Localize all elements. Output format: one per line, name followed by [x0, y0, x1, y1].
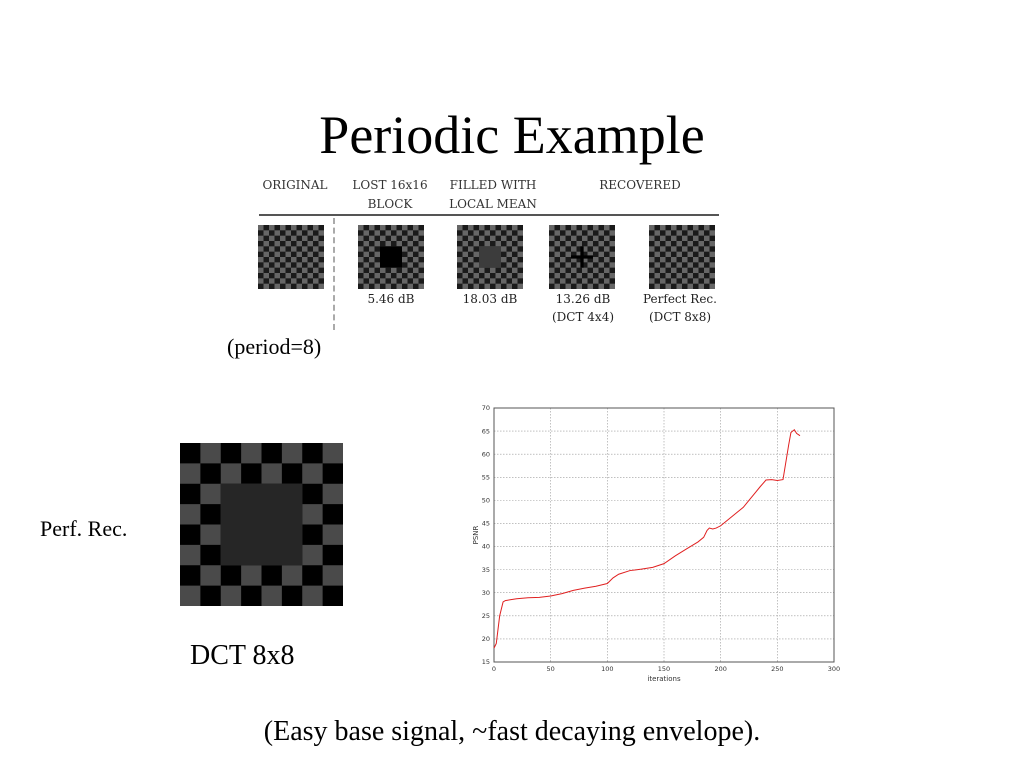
y-tick-label: 40: [481, 542, 490, 551]
y-tick-label: 15: [481, 658, 490, 667]
chart-grid: [494, 408, 834, 662]
checker-original-image: [258, 225, 324, 289]
y-tick-label: 55: [481, 473, 490, 482]
psnr-series-line: [494, 430, 800, 648]
x-tick-label: 50: [546, 665, 555, 673]
dct8x8-basis-image: [180, 443, 343, 606]
header-lost-block: LOST 16x16 BLOCK: [352, 178, 428, 211]
original-separator: [333, 218, 335, 330]
x-tick-label: 100: [601, 665, 614, 673]
checker-recovered-dct8-image: [649, 225, 715, 289]
psnr-iterations-chart: [470, 402, 842, 688]
x-tick-label: 150: [657, 665, 671, 673]
y-tick-label: 30: [481, 588, 490, 597]
caption-lost-psnr: 5.46 dB: [367, 292, 415, 306]
slide-title: Periodic Example: [319, 105, 705, 165]
x-tick-label: 250: [771, 665, 784, 673]
chart-ticks: [482, 404, 840, 673]
header-divider: [259, 214, 719, 216]
checker-recovered-dct4-image: [549, 225, 615, 289]
y-tick-label: 25: [481, 612, 490, 621]
x-axis-label: iterations: [647, 675, 681, 683]
caption-filled-psnr: 18.03 dB: [462, 292, 518, 306]
checker-lost-block-image: [358, 225, 424, 289]
y-tick-label: 65: [481, 427, 490, 436]
perf-rec-label: Perf. Rec.: [40, 516, 128, 541]
caption-dct4-psnr: 13.26 dB (DCT 4x4): [551, 292, 615, 324]
y-tick-label: 60: [481, 450, 490, 459]
caption-perfect-rec: Perfect Rec. (DCT 8x8): [643, 292, 717, 324]
header-filled-local-mean: FILLED WITH LOCAL MEAN: [449, 178, 537, 211]
x-tick-label: 200: [714, 665, 727, 673]
header-recovered: RECOVERED: [599, 178, 681, 192]
dct-label: DCT 8x8: [190, 640, 295, 671]
y-tick-label: 20: [481, 635, 490, 644]
y-tick-label: 70: [481, 404, 490, 413]
periodic-comparison-figure: [255, 176, 725, 332]
x-tick-label: 300: [827, 665, 841, 673]
header-original: ORIGINAL: [262, 178, 328, 192]
checker-filled-mean-image: [457, 225, 523, 289]
y-tick-label: 35: [481, 565, 490, 574]
y-tick-label: 50: [481, 496, 490, 505]
bottom-note: (Easy base signal, ~fast decaying envelope).: [263, 716, 761, 747]
x-tick-label: 0: [491, 665, 497, 673]
period-note: (period=8): [227, 334, 322, 359]
y-axis-label: PSNR: [472, 525, 480, 545]
y-tick-label: 45: [481, 519, 490, 528]
